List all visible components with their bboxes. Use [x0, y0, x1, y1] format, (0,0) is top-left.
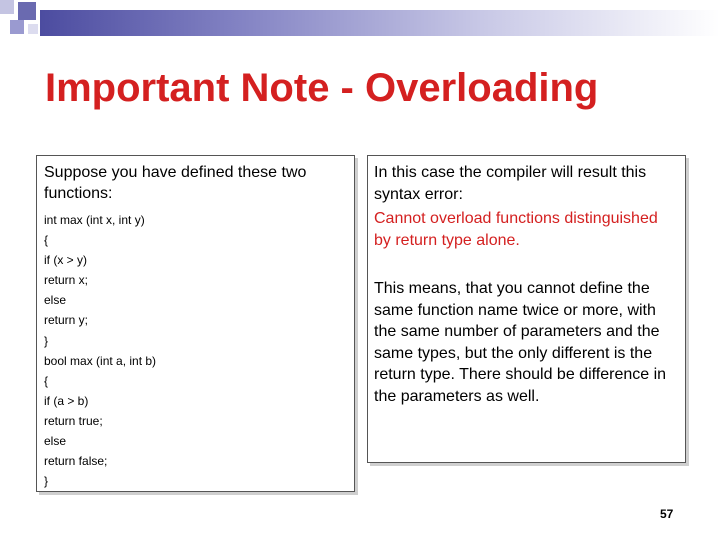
slide-title: Important Note - Overloading: [45, 66, 599, 110]
decorative-square: [10, 20, 24, 34]
code-line: }: [44, 333, 49, 348]
code-line: else: [44, 293, 67, 308]
explanation-box: [367, 155, 686, 463]
code-line: return y;: [44, 313, 89, 328]
code-line: int max (int x, int y): [44, 213, 145, 227]
code-line: if (a > b): [44, 393, 89, 408]
syntax-error-message: Cannot overload functions distinguished by return type alone.: [374, 210, 658, 249]
code-line: {: [44, 233, 49, 248]
code-line: return true;: [44, 413, 103, 428]
code-line: if (x > y): [44, 253, 88, 268]
page-number: 57: [660, 507, 674, 521]
code-line: {: [44, 373, 49, 388]
code-example-box: [36, 155, 355, 492]
code-line: return false;: [44, 454, 108, 469]
explanation-text: This means, that you cannot define the same function name twice or more, with the same number of parameters and the same types, but the only different is the return type. There should be difference in the parameters as well.: [374, 280, 667, 405]
code-line: bool max (int a, int b): [44, 353, 157, 368]
code-line: }: [44, 474, 49, 489]
header-gradient-band: [40, 10, 720, 36]
code-line: return x;: [44, 273, 89, 288]
code-block: [44, 210, 347, 491]
code-intro-text: Suppose you have defined these two functions:: [44, 164, 307, 202]
compiler-result-text: In this case the compiler will result this syntax error:: [374, 164, 647, 203]
code-line: else: [44, 434, 67, 449]
decorative-square: [0, 0, 14, 14]
decorative-square: [28, 24, 38, 34]
decorative-square: [18, 2, 36, 20]
